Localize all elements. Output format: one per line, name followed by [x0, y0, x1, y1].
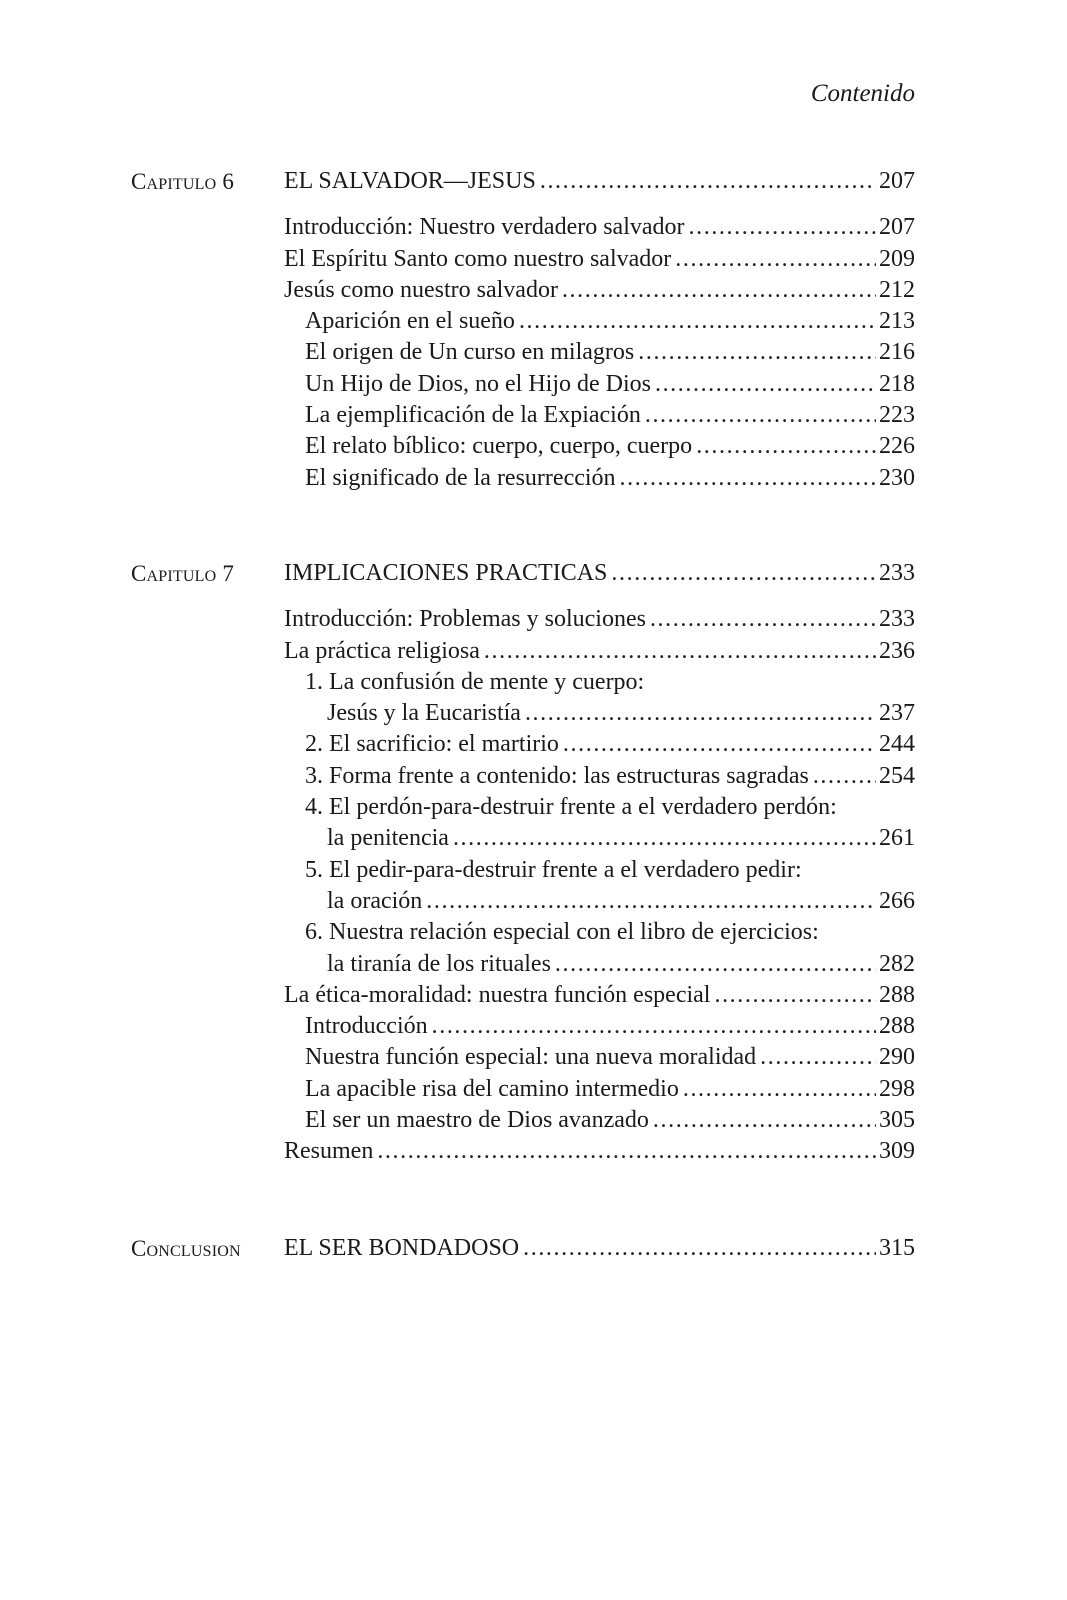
toc-page-number: 266 — [879, 887, 915, 914]
toc-entry[interactable] — [284, 306, 915, 337]
toc-entry[interactable] — [284, 667, 915, 698]
dot-leader — [760, 1042, 876, 1073]
dot-leader — [453, 823, 876, 854]
toc-page-number: 218 — [879, 370, 915, 397]
toc-entry[interactable] — [284, 1042, 915, 1073]
toc-page-number: 254 — [879, 762, 915, 789]
toc-entry-title: IMPLICACIONES PRACTICAS — [284, 560, 608, 586]
toc-entry-title: 2. El sacrificio: el martirio — [305, 731, 559, 758]
dot-leader — [563, 729, 876, 760]
section-entries — [284, 1233, 915, 1279]
toc-chapter-title[interactable] — [284, 558, 915, 589]
toc-page-number: 207 — [879, 168, 915, 194]
dot-leader — [519, 306, 876, 337]
toc-page-number: 237 — [879, 700, 915, 727]
toc-entry-title: La ejemplificación de la Expiación — [305, 402, 641, 429]
toc-page-number: 233 — [879, 606, 915, 633]
toc-entry[interactable] — [284, 823, 915, 854]
toc-entry-title: La ética-moralidad: nuestra función especial — [284, 981, 711, 1008]
dot-leader — [432, 1011, 876, 1042]
dot-leader — [484, 636, 876, 667]
toc-entry[interactable] — [284, 275, 915, 306]
section-label: Capitulo 7 — [131, 561, 235, 586]
toc-page-number: 261 — [879, 825, 915, 852]
toc-page-number: 216 — [879, 339, 915, 366]
dot-leader — [611, 558, 876, 589]
toc-page-number: 213 — [879, 308, 915, 335]
toc-entry[interactable] — [284, 1074, 915, 1105]
toc-entry[interactable] — [284, 980, 915, 1011]
toc-entry[interactable] — [284, 1105, 915, 1136]
dot-leader — [523, 1233, 876, 1264]
toc-entry-title: la penitencia — [327, 825, 449, 852]
dot-leader — [620, 463, 876, 494]
running-head: Contenido — [810, 80, 915, 107]
toc-page-number: 230 — [879, 464, 915, 491]
toc-entry-title: Jesús y la Eucaristía — [327, 700, 521, 727]
toc-entry-title: 1. La confusión de mente y cuerpo: — [305, 668, 645, 695]
toc-page-number: 223 — [879, 402, 915, 429]
toc-page-number: 288 — [879, 981, 915, 1008]
toc-entry-title: EL SER BONDADOSO — [284, 1235, 520, 1261]
toc-page-number: 298 — [879, 1075, 915, 1102]
toc-page-number: 244 — [879, 731, 915, 758]
toc-entry-title: la oración — [327, 887, 423, 914]
dot-leader — [638, 337, 876, 368]
toc-entry-title: La práctica religiosa — [284, 637, 480, 664]
toc-entry-title: 5. El pedir-para-destruir frente a el verdadero pedir: — [305, 856, 802, 883]
toc-entry-title: Nuestra función especial: una nueva moralidad — [305, 1044, 757, 1071]
toc-entry-title: El Espíritu Santo como nuestro salvador — [284, 245, 672, 272]
dot-leader — [540, 166, 876, 197]
toc-entry[interactable] — [284, 244, 915, 275]
toc-entry[interactable] — [284, 604, 915, 635]
toc-chapter-title[interactable] — [284, 1233, 915, 1264]
toc-entry[interactable] — [284, 400, 915, 431]
toc-page-number: 212 — [879, 276, 915, 303]
toc-entry[interactable] — [284, 369, 915, 400]
toc-page-number: 233 — [879, 560, 915, 586]
toc-entry[interactable] — [284, 431, 915, 462]
dot-leader — [562, 275, 876, 306]
toc-entry-title: Resumen — [284, 1138, 374, 1165]
dot-leader — [525, 698, 876, 729]
toc-entry-title: Introducción: Problemas y soluciones — [284, 606, 646, 633]
dot-leader — [426, 886, 876, 917]
dot-leader — [696, 431, 876, 462]
toc-entry-title: El ser un maestro de Dios avanzado — [305, 1107, 649, 1134]
toc-page-number: 236 — [879, 637, 915, 664]
toc-entry[interactable] — [284, 886, 915, 917]
toc-entry[interactable] — [284, 463, 915, 494]
toc-page-number: 226 — [879, 433, 915, 460]
toc-entry-title: Introducción — [305, 1013, 428, 1040]
section-label: Conclusion — [131, 1236, 241, 1261]
toc-entry[interactable] — [284, 212, 915, 243]
toc-chapter-title[interactable] — [284, 166, 915, 197]
dot-leader — [689, 212, 876, 243]
toc-entry-title: Jesús como nuestro salvador — [284, 276, 558, 303]
toc-entry[interactable] — [284, 1136, 915, 1167]
toc-entry-title: 3. Forma frente a contenido: las estructuras sagradas — [305, 762, 809, 789]
toc-page-number: 305 — [879, 1107, 915, 1134]
toc-entry-title: Introducción: Nuestro verdadero salvador — [284, 214, 685, 241]
toc-entry[interactable] — [284, 636, 915, 667]
toc-entry[interactable] — [284, 729, 915, 760]
toc-entry[interactable] — [284, 761, 915, 792]
dot-leader — [655, 369, 876, 400]
toc-entry-title: EL SALVADOR—JESUS — [284, 168, 536, 194]
toc-entry-title: El significado de la resurrección — [305, 464, 616, 491]
dot-leader — [714, 980, 876, 1011]
toc-entry-title: la tiranía de los rituales — [327, 950, 551, 977]
toc-entry-title: 6. Nuestra relación especial con el libro de ejercicios: — [305, 919, 819, 946]
dot-leader — [653, 1105, 876, 1136]
toc-page-number: 282 — [879, 950, 915, 977]
toc-entry[interactable] — [284, 337, 915, 368]
section-entries — [284, 166, 915, 494]
section-label: Capitulo 6 — [131, 169, 235, 194]
toc-entry[interactable] — [284, 698, 915, 729]
section-entries — [284, 558, 915, 1168]
toc-entry[interactable] — [284, 917, 915, 948]
toc-page-number: 290 — [879, 1044, 915, 1071]
dot-leader — [645, 400, 876, 431]
toc-page-number: 207 — [879, 214, 915, 241]
toc-entry[interactable] — [284, 855, 915, 886]
toc-entry-title: 4. El perdón-para-destruir frente a el verdadero perdón: — [305, 794, 837, 821]
toc-page-number: 309 — [879, 1138, 915, 1165]
toc-page-number: 315 — [879, 1235, 915, 1261]
toc-entry-title: Un Hijo de Dios, no el Hijo de Dios — [305, 370, 651, 397]
dot-leader — [683, 1074, 876, 1105]
toc-entry[interactable] — [284, 792, 915, 823]
dot-leader — [675, 244, 876, 275]
dot-leader — [555, 949, 876, 980]
toc-entry-title: La apacible risa del camino intermedio — [305, 1075, 679, 1102]
toc-page-number: 288 — [879, 1013, 915, 1040]
toc-entry-title: El origen de Un curso en milagros — [305, 339, 635, 366]
dot-leader — [377, 1136, 876, 1167]
toc-entry-title: El relato bíblico: cuerpo, cuerpo, cuerpo — [305, 433, 693, 460]
toc-entry-title: Aparición en el sueño — [305, 308, 515, 335]
toc-entry[interactable] — [284, 1011, 915, 1042]
toc-entry[interactable] — [284, 949, 915, 980]
dot-leader — [650, 604, 876, 635]
toc-page-number: 209 — [879, 245, 915, 272]
dot-leader — [813, 761, 876, 792]
